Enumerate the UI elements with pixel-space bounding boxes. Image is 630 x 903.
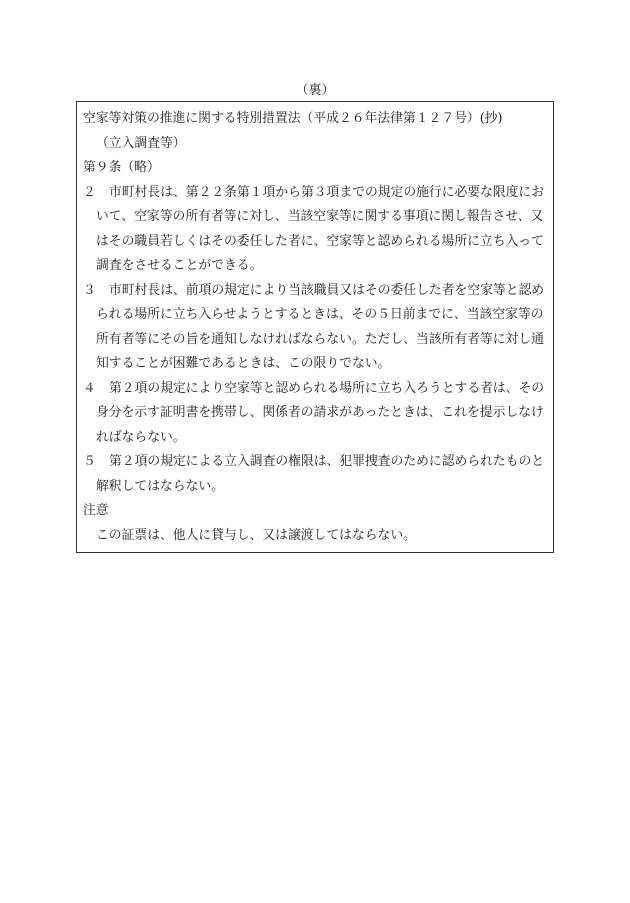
paragraph-text: 市町村長は、前項の規定により当該職員又はその委任した者を空家等と認められる場所に立ち入らせようとするときは、その５日前までに、当該空家等の所有者等にその旨を通知しなければならない。ただし、当該所有者等に対し通知することが困難であるときは、この限りでない。	[96, 282, 545, 371]
article-heading: 第９条（略）	[83, 160, 160, 175]
paragraph-number: ４	[83, 380, 96, 396]
paragraph-text: 第２項の規定により空家等と認められる場所に立ち入ろうとする者は、その身分を示す証明書を携帯し、関係者の請求があったときは、これを提示しなければならない。	[96, 380, 545, 445]
note-text: この証票は、他人に貸与し、又は譲渡してはならない。	[96, 527, 416, 543]
law-title: 空家等対策の推進に関する特別措置法（平成２６年法律第１２７号）(抄)	[83, 111, 503, 126]
paragraph-4	[83, 377, 553, 451]
paragraph-3	[83, 279, 553, 377]
paragraph-2	[83, 181, 553, 279]
note-label: 注意	[83, 503, 109, 518]
section-heading: （立入調査等）	[96, 135, 186, 151]
paragraph-number: ５	[83, 454, 96, 469]
paragraph-5	[83, 450, 553, 499]
page-side-label: （裏）	[295, 83, 335, 98]
paragraph-number: ２	[83, 184, 96, 200]
law-excerpt-box	[76, 101, 554, 553]
paragraph-number: ３	[83, 282, 96, 298]
paragraph-text: 市町村長は、第２２条第１項から第３項までの規定の施行に必要な限度において、空家等の所有者等に対し、当該空家等に関する事項に関し報告させ、又はその職員若しくはその委任した者に、空家等と認められる場所に立ち入って調査をさせることができる。	[96, 184, 545, 273]
paragraph-text: 第２項の規定による立入調査の権限は、犯罪捜査のために認められたものと解釈してはならない。	[96, 454, 545, 494]
